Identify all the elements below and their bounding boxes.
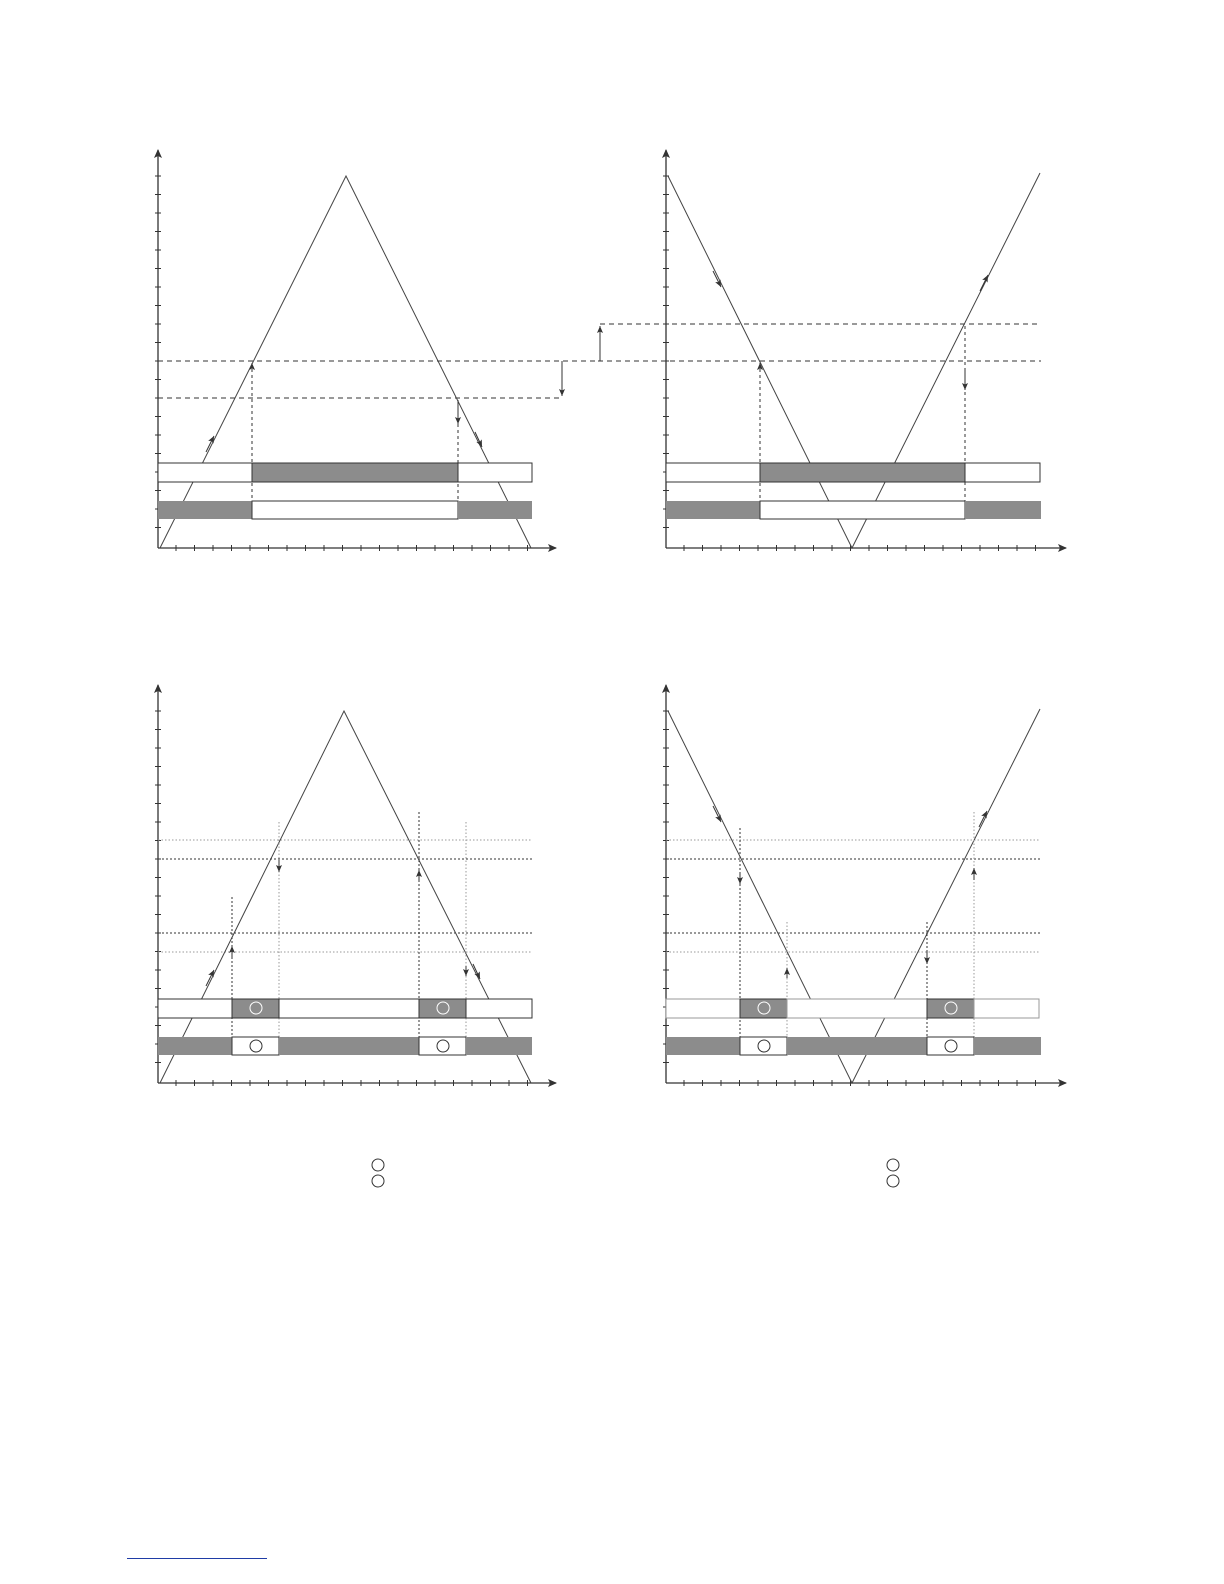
diagram-bottom-left [155, 685, 556, 1086]
peak-waveform [160, 176, 531, 548]
footer-rule [127, 1558, 267, 1559]
state-band-lower [666, 501, 1041, 519]
diagram-top-right [598, 150, 1066, 551]
rising-direction-arrow [980, 275, 988, 291]
rising-direction-arrow [979, 811, 987, 827]
rising-direction-arrow [206, 436, 214, 452]
falling-direction-arrow [473, 964, 480, 979]
circle-marker-icon [887, 1159, 899, 1171]
legend-left [372, 1159, 384, 1187]
state-band-lower [158, 501, 532, 519]
rising-direction-arrow [206, 970, 214, 986]
diagram-top-left [155, 150, 598, 551]
state-band-lower [158, 1037, 532, 1055]
circle-marker-icon [887, 1175, 899, 1187]
legend-right [887, 1159, 899, 1187]
valley-waveform [668, 709, 1040, 1083]
circle-marker-icon [372, 1175, 384, 1187]
falling-direction-arrow [713, 271, 721, 287]
state-band-upper [666, 999, 1039, 1018]
falling-direction-arrow [475, 432, 482, 447]
state-band-lower [666, 1037, 1041, 1055]
diagram-bottom-right [663, 685, 1066, 1086]
peak-waveform [160, 711, 531, 1083]
state-band-upper [158, 999, 532, 1018]
state-band-upper [666, 463, 1040, 482]
circle-marker-icon [372, 1159, 384, 1171]
falling-direction-arrow [713, 806, 721, 822]
state-band-upper [158, 463, 532, 482]
